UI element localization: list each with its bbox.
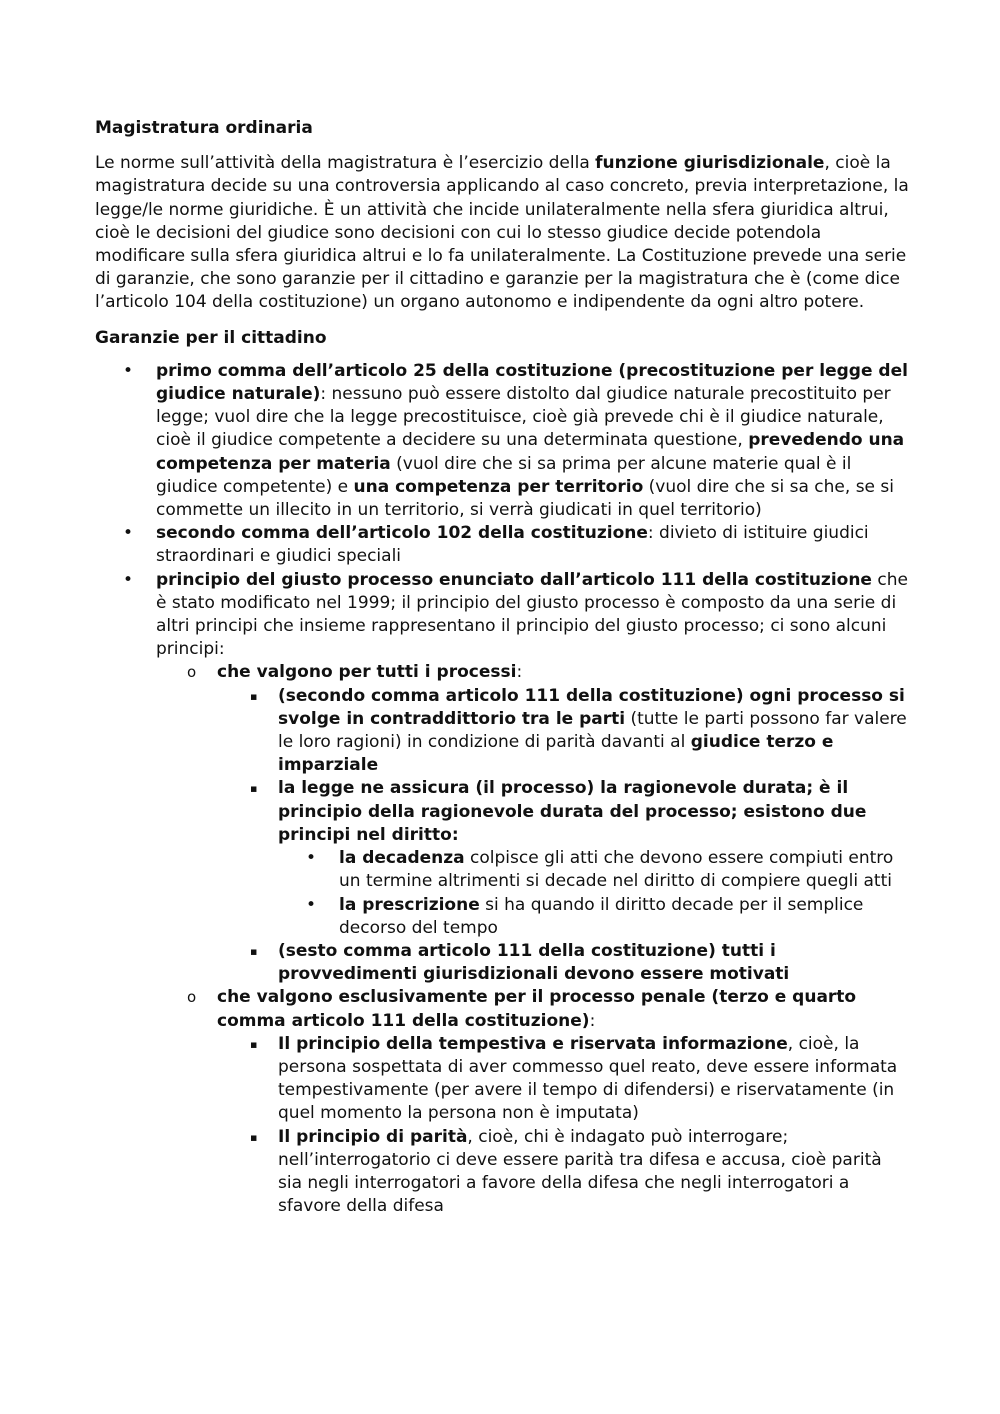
bullet-square-icon: ▪ bbox=[250, 782, 258, 796]
bold-text: (sesto comma articolo 111 della costituzione) tutti i provvedimenti giurisdizionali devono essere motivati bbox=[278, 940, 790, 985]
bold-text: (secondo comma articolo 111 della costituzione) ogni processo si svolge in contraddittorio tra le parti bbox=[278, 685, 905, 729]
list-item bbox=[217, 1033, 910, 1126]
body-text: (vuol dire che si sa prima per alcune materie qual è il giudice competente) e bbox=[156, 453, 852, 497]
list-item bbox=[217, 777, 910, 939]
body-text: : bbox=[589, 1010, 596, 1031]
list-item bbox=[278, 847, 910, 893]
bullet-square-icon: ▪ bbox=[250, 689, 258, 703]
document-title: Magistratura ordinaria bbox=[95, 118, 313, 138]
list-level-3 bbox=[217, 1033, 910, 1219]
bullet-disc-icon: • bbox=[123, 523, 134, 544]
list-level-1 bbox=[95, 360, 910, 1219]
list-item bbox=[156, 661, 910, 986]
list-item bbox=[217, 940, 910, 986]
list-level-2 bbox=[156, 661, 910, 1218]
bold-text: una competenza per territorio bbox=[353, 476, 644, 497]
list-item-text bbox=[156, 360, 910, 522]
list-item-text bbox=[278, 1033, 910, 1126]
bold-text: giudice terzo e imparziale bbox=[278, 732, 834, 776]
list-item-text bbox=[278, 1126, 910, 1219]
list-level-3 bbox=[217, 685, 910, 987]
list-item bbox=[95, 360, 910, 522]
body-text: (vuol dire che si sa che, se si commette un illecito in un territorio, si verrà giudicati in quel territorio) bbox=[156, 476, 894, 521]
body-text: Le norme sull’attività della magistratura è l’esercizio della bbox=[95, 153, 596, 174]
bold-text: principio del giusto processo enunciato dall’articolo 111 della costituzione bbox=[156, 569, 872, 590]
body-text: (tutte le parti possono far valere le loro ragioni) in condizione di parità davanti al bbox=[278, 708, 907, 753]
section-title: Garanzie per il cittadino bbox=[95, 327, 327, 348]
body-text: , cioè, la persona sospettata di aver commesso quel reato, deve essere informata tempestivamente (per avere il tempo di difendersi) e riservatamente (in quel momento la persona non è imputata) bbox=[278, 1033, 898, 1124]
body-text: che è stato modificato nel 1999; il principio del giusto processo è composto da una serie di altri principi che insieme rappresentano il principio del giusto processo; ci sono alcuni principi: bbox=[156, 569, 908, 660]
body-text: , cioè la magistratura decide su una controversia applicando al caso concreto, previa interpretazione, la legge/le norme giuridiche. È un attività che incide unilateralmente nella sfera giuridica altrui, cioè le decisioni del giudice sono decisioni con cui lo stesso giudice decide potendola modificare sulla sfera giuridica altrui e lo fa unilateralmente. La Costituzione prevede una serie di garanzie, che sono garanzie per il cittadino e garanzie per la magistratura che è (come dice l’articolo 104 della costituzione) un organo autonomo e indipendente da ogni altro potere. bbox=[95, 153, 909, 313]
bullet-disc-icon: • bbox=[123, 569, 134, 590]
list-item-text bbox=[339, 894, 910, 940]
document-page bbox=[95, 117, 910, 1218]
bullet-square-icon: ▪ bbox=[250, 1037, 258, 1051]
bold-text: primo comma dell’articolo 25 della costituzione (precostituzione per legge del giudice naturale) bbox=[156, 360, 908, 405]
bold-text: funzione giurisdizionale bbox=[595, 153, 825, 174]
bullet-square-icon: ▪ bbox=[250, 1130, 258, 1144]
body-text: , cioè, chi è indagato può interrogare; nell’interrogatorio ci deve essere parità tra difesa e accusa, cioè parità sia negli interrogatori a favore della difesa che negli interrogatori a sfavore della difesa bbox=[278, 1126, 882, 1217]
bold-text: Il principio della tempestiva e riservata informazione bbox=[278, 1033, 788, 1054]
bullet-square-icon: ▪ bbox=[250, 944, 258, 958]
list-item-text bbox=[278, 940, 910, 986]
body-text: colpisce gli atti che devono essere compiuti entro un termine altrimenti si decade nel diritto di compiere quegli atti bbox=[339, 848, 894, 892]
list-item bbox=[217, 1126, 910, 1219]
list-level-4 bbox=[278, 847, 910, 940]
list-item bbox=[156, 986, 910, 1218]
list-item bbox=[95, 569, 910, 1219]
bold-text: la prescrizione bbox=[339, 894, 480, 915]
body-text: : nessuno può essere distolto dal giudice naturale precostituito per legge; vuol dire che la legge precostituisce, cioè già prevede chi è il giudice naturale, cioè il giudice competente a decidere su una determinata questione, bbox=[156, 384, 891, 451]
bold-text: che valgono per tutti i processi bbox=[217, 662, 517, 683]
list-item-text bbox=[156, 522, 910, 568]
body-text: : divieto di istituire giudici straordinari e giudici speciali bbox=[156, 523, 869, 567]
bold-text: prevedendo una competenza per materia bbox=[156, 430, 905, 474]
bold-text: Il principio di parità bbox=[278, 1126, 468, 1147]
list-item-text bbox=[278, 685, 910, 778]
list-item-text bbox=[278, 777, 910, 847]
body-text: : bbox=[516, 662, 523, 683]
bullet-disc-icon: • bbox=[306, 894, 317, 915]
bullet-disc-icon: • bbox=[123, 360, 134, 381]
list-item-text bbox=[217, 661, 910, 684]
guarantees-list bbox=[95, 360, 910, 1219]
body-text: si ha quando il diritto decade per il semplice decorso del tempo bbox=[339, 894, 864, 938]
bullet-disc-icon: • bbox=[306, 848, 317, 869]
bold-text: la legge ne assicura (il processo) la ragionevole durata; è il principio della ragionevole durata del processo; esistono due principi nel diritto: bbox=[278, 778, 867, 845]
bullet-circle-icon: o bbox=[187, 988, 197, 1007]
list-item bbox=[217, 685, 910, 778]
list-item-text bbox=[156, 569, 910, 662]
intro-paragraph bbox=[95, 152, 910, 314]
list-item-text bbox=[217, 986, 910, 1032]
list-item bbox=[95, 522, 910, 568]
bullet-circle-icon: o bbox=[187, 663, 197, 682]
bold-text: che valgono esclusivamente per il processo penale (terzo e quarto comma articolo 111 della costituzione) bbox=[217, 987, 857, 1031]
list-item-text bbox=[339, 847, 910, 893]
bold-text: secondo comma dell’articolo 102 della costituzione bbox=[156, 523, 648, 544]
bold-text: la decadenza bbox=[339, 848, 465, 869]
list-item bbox=[278, 894, 910, 940]
